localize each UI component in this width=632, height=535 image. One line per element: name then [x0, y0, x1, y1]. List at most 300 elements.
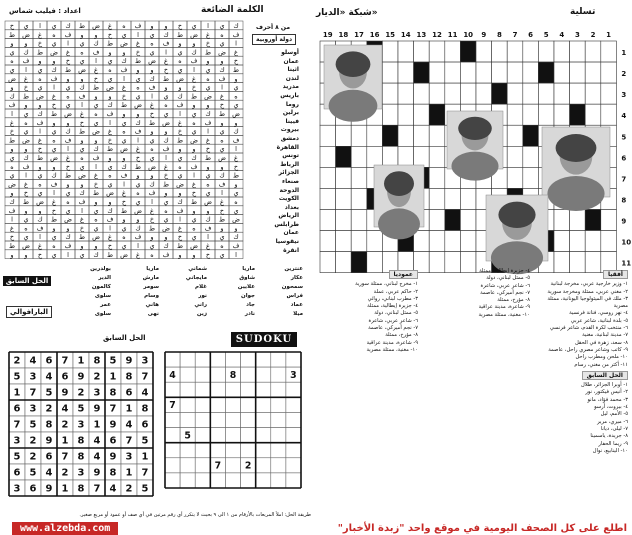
sudoku-digit: 3	[29, 371, 37, 383]
grid-letter: ك	[93, 250, 99, 259]
grid-letter: ض	[162, 224, 170, 233]
grid-letter: ك	[177, 198, 183, 206]
bottom-word: علايين	[237, 284, 255, 290]
sudoku-digit: 5	[141, 435, 149, 447]
grid-letter: ط	[232, 171, 240, 180]
grid-letter: ي	[9, 48, 15, 57]
sudoku-digit: 1	[77, 355, 85, 367]
crossword-cell	[460, 188, 476, 209]
grid-letter: و	[220, 57, 224, 66]
lost-word-hint-answer: دولة أوروبية	[252, 34, 296, 45]
grid-letter: غ	[122, 83, 126, 92]
grid-letter: خ	[65, 57, 71, 66]
grid-letter: ي	[219, 233, 225, 242]
grid-letter: ه	[108, 66, 112, 74]
grid-letter: و	[94, 92, 98, 101]
sudoku-digit: 8	[93, 355, 101, 367]
grid-letter: غ	[206, 136, 210, 145]
clues-vertical	[424, 268, 530, 319]
crossword-cell	[429, 83, 445, 104]
grid-letter: خ	[37, 250, 43, 259]
grid-letter: ي	[177, 171, 183, 180]
word-list-item: طرابلس	[274, 220, 299, 228]
sudoku-digit: 3	[290, 369, 297, 381]
grid-letter: ف	[120, 171, 128, 180]
sudoku-digit: 9	[125, 355, 133, 367]
crossword-cell	[476, 41, 492, 62]
sudoku-digit: 5	[13, 371, 21, 383]
sudoku-digit: 2	[61, 419, 69, 431]
bottom-word: عماد	[290, 302, 303, 308]
grid-letter: ط	[120, 206, 128, 215]
sudoku-digit: 6	[125, 387, 133, 399]
grid-letter: ا	[95, 57, 97, 66]
grid-letter: ه	[206, 180, 210, 189]
grid-letter: ض	[120, 250, 128, 259]
grid-letter: ط	[120, 101, 128, 110]
grid-letter: ط	[50, 110, 58, 118]
grid-letter: و	[10, 189, 14, 198]
grid-letter: غ	[122, 189, 126, 198]
grid-letter: ه	[24, 224, 28, 233]
sudoku-digit: 9	[45, 483, 53, 495]
bottom-word: عمر	[100, 302, 111, 308]
column-number: 2	[590, 31, 596, 39]
clue-item: ٢- حاكم عربي، عملة	[373, 288, 418, 295]
sudoku-digit: 4	[93, 451, 101, 463]
clue-item: ٦- ميري، مرير	[597, 418, 628, 425]
column-number: 4	[559, 31, 565, 39]
grid-letter: ا	[151, 92, 153, 101]
clue-item: ٢- أنيس فيكتور، نور	[585, 389, 628, 396]
grid-letter: خ	[205, 39, 211, 48]
grid-letter: ا	[151, 198, 153, 206]
grid-letter: ي	[191, 110, 197, 118]
grid-letter: ض	[176, 180, 184, 189]
grid-letter: ي	[219, 250, 225, 259]
crossword-cell	[554, 62, 570, 83]
crossword-cell	[523, 146, 539, 167]
clues-vertical-main	[312, 268, 418, 354]
sudoku-prev-label: الحل السابق	[103, 334, 146, 342]
sudoku-digit: 1	[125, 467, 133, 479]
grid-letter: ض	[148, 57, 156, 66]
crossword-title: تسلية	[570, 7, 596, 17]
grid-letter: ه	[66, 198, 70, 206]
grid-letter: ي	[233, 206, 239, 215]
grid-letter: ا	[25, 171, 27, 180]
grid-letter: ف	[218, 74, 226, 83]
grid-letter: ي	[51, 250, 57, 259]
grid-letter: ك	[233, 233, 239, 242]
sudoku-digit: 2	[125, 483, 133, 495]
row-number: 3	[621, 91, 627, 100]
bottom-word: ماريا	[242, 266, 255, 272]
clue-item: ٧- ليلى، ديانا	[600, 425, 628, 432]
row-number: 1	[621, 49, 627, 58]
crossword-cell	[601, 62, 617, 83]
word-list-item: الجزائر	[278, 169, 299, 177]
clue-item: ٩- ريما الحفار	[598, 440, 628, 447]
grid-letter: ف	[176, 206, 184, 215]
grid-letter: ك	[149, 180, 155, 189]
crossword-cell	[320, 167, 336, 188]
grid-letter: خ	[121, 198, 127, 206]
bottom-word: ميلا	[293, 311, 303, 317]
crossword-cell	[570, 231, 586, 252]
crossword-cell	[570, 209, 586, 230]
grid-letter: ي	[219, 39, 225, 48]
grid-letter: ا	[179, 215, 181, 224]
word-list-item: روما	[285, 100, 299, 108]
grid-letter: ط	[106, 39, 114, 48]
grid-letter: ف	[134, 22, 142, 30]
grid-letter: ك	[163, 30, 169, 39]
crossword-cell	[476, 83, 492, 104]
grid-letter: ي	[65, 189, 71, 198]
grid-letter: ي	[163, 110, 169, 118]
bottom-word: بولدرين	[90, 266, 111, 272]
crossword-cell	[351, 231, 367, 252]
bottom-word: فراس	[286, 293, 303, 299]
crossword-cell	[429, 188, 445, 209]
grid-letter: غ	[38, 30, 42, 39]
grid-letter: و	[38, 57, 42, 66]
crossword-cell	[398, 62, 414, 83]
crossword-cell	[601, 41, 617, 62]
clue-item: ٥- الأمم، ليل	[600, 411, 628, 418]
grid-letter: و	[80, 136, 84, 145]
grid-letter: ه	[38, 180, 42, 189]
grid-letter: ي	[219, 127, 225, 136]
word-list-item: عمان	[283, 57, 299, 65]
grid-letter: و	[178, 83, 182, 92]
photo-portrait-woman-smiling-icon	[542, 127, 610, 211]
grid-letter: ك	[51, 66, 57, 74]
crossword-cell	[585, 41, 601, 62]
footer-site[interactable]: www.alzebda.com	[12, 522, 118, 535]
grid-letter: ي	[149, 48, 155, 57]
grid-letter: و	[10, 145, 14, 154]
grid-letter: غ	[10, 224, 14, 233]
clue-item: ٣- ملك في الميثولوجيا اليونانية، ممثلة مصرية	[547, 295, 628, 310]
grid-letter: و	[24, 145, 28, 154]
sudoku-digit: 2	[244, 460, 252, 472]
grid-letter: ا	[67, 250, 69, 259]
crossword-cell	[460, 62, 476, 83]
grid-letter: ك	[107, 206, 113, 215]
sudoku-digit: 8	[109, 387, 117, 399]
sudoku-digit: 6	[109, 435, 117, 447]
grid-letter: ي	[65, 206, 71, 215]
grid-letter: ط	[134, 57, 142, 66]
grid-letter: و	[234, 118, 238, 127]
crossword-cell	[570, 62, 586, 83]
crossword-cell	[585, 62, 601, 83]
grid-letter: ه	[234, 92, 238, 101]
sudoku-digit: 4	[141, 387, 149, 399]
clue-item: ٥- ممثل لبناني، دولة	[486, 275, 530, 282]
grid-letter: ض	[120, 145, 128, 154]
crossword-cell	[554, 83, 570, 104]
grid-letter: و	[192, 39, 196, 48]
sudoku-digit: 5	[29, 467, 37, 479]
grid-letter: و	[38, 101, 42, 110]
grid-letter: ف	[162, 145, 170, 154]
lost-word-prev-label: الحل السابق	[3, 276, 51, 286]
grid-letter: غ	[164, 162, 168, 171]
footer-banner	[0, 522, 632, 535]
grid-letter: ا	[235, 39, 237, 48]
lost-word-section	[3, 3, 303, 265]
sudoku-digit: 9	[93, 467, 101, 479]
grid-letter: ك	[233, 22, 239, 30]
grid-letter: و	[150, 66, 154, 74]
sudoku-digit: 9	[109, 419, 117, 431]
grid-letter: ط	[8, 30, 16, 39]
grid-letter: غ	[24, 74, 28, 83]
grid-letter: ي	[51, 145, 57, 154]
grid-letter: خ	[9, 233, 15, 242]
grid-letter: و	[94, 242, 98, 250]
sudoku-digit: 4	[109, 483, 117, 495]
grid-letter: ه	[206, 74, 210, 83]
grid-letter: ض	[64, 215, 72, 224]
sudoku-digit: 4	[125, 419, 133, 431]
column-number: 11	[447, 31, 458, 39]
grid-letter: و	[192, 206, 196, 215]
crossword-block	[538, 62, 554, 83]
grid-letter: ي	[23, 233, 29, 242]
sudoku-digit: 4	[45, 371, 53, 383]
word-list-item: باريس	[280, 91, 299, 99]
crossword-cell	[398, 104, 414, 125]
word-list-item: الرياض	[278, 212, 299, 220]
sudoku-digit: 2	[45, 403, 53, 415]
grid-letter: غ	[52, 92, 56, 101]
grid-letter: و	[206, 206, 210, 215]
grid-letter: ي	[37, 171, 43, 180]
grid-letter: و	[52, 224, 56, 233]
row-number: 10	[621, 238, 632, 247]
sudoku-digit: 6	[13, 403, 21, 415]
grid-letter: ي	[51, 233, 57, 242]
prev-solution-label: الحل السابق	[582, 371, 628, 380]
crossword-cell	[445, 62, 461, 83]
crossword-cell	[585, 231, 601, 252]
crossword-cell	[460, 83, 476, 104]
crossword-cell	[320, 209, 336, 230]
grid-letter: و	[108, 154, 112, 162]
crossword-cell	[507, 83, 523, 104]
grid-letter: خ	[177, 127, 183, 136]
sudoku-digit: 6	[61, 371, 69, 383]
sudoku-digit: 8	[125, 371, 133, 383]
crossword-cell	[507, 104, 523, 125]
grid-letter: ا	[137, 30, 139, 39]
crossword-cell	[523, 83, 539, 104]
grid-letter: ه	[164, 206, 168, 215]
crossword-block	[336, 146, 352, 167]
grid-letter: خ	[93, 74, 99, 83]
grid-letter: ي	[23, 110, 29, 118]
grid-letter: ض	[22, 30, 30, 39]
grid-letter: و	[10, 250, 14, 259]
row-number: 7	[621, 175, 627, 184]
grid-letter: ف	[78, 198, 86, 206]
bottom-word: غلام	[195, 284, 207, 290]
grid-letter: ا	[11, 110, 13, 118]
grid-letter: و	[178, 145, 182, 154]
bottom-word: سلوى	[94, 311, 111, 317]
lost-word-list	[247, 49, 299, 255]
column-number: 3	[574, 31, 580, 39]
clue-item: ١- أوبرا الجزائر، طلال	[581, 382, 628, 389]
grid-letter: خ	[135, 154, 141, 162]
clue-item: ٧- مدينة لبنانية، مغنية	[582, 332, 628, 339]
crossword-cell	[382, 146, 398, 167]
word-list-item: دمشق	[280, 134, 299, 142]
grid-letter: ف	[134, 233, 142, 242]
grid-letter: ض	[218, 48, 226, 57]
grid-letter: ه	[66, 92, 70, 101]
crossword-cell	[351, 167, 367, 188]
grid-letter: ط	[176, 136, 184, 145]
grid-letter: ه	[122, 127, 126, 136]
sudoku-digit: 6	[45, 451, 53, 463]
sudoku-digit: 7	[214, 460, 222, 472]
grid-letter: ف	[218, 180, 226, 189]
grid-letter: ي	[191, 22, 197, 30]
grid-letter: ي	[107, 180, 113, 189]
grid-letter: ط	[106, 250, 114, 259]
grid-letter: ي	[121, 242, 127, 250]
grid-letter: ا	[109, 118, 111, 127]
clue-item: ١- وزير خارجية عربي، مخرجة لبنانية	[550, 281, 628, 288]
grid-letter: ا	[67, 39, 69, 48]
sudoku-digit: 2	[61, 467, 69, 479]
crossword-cell	[414, 125, 430, 146]
column-number: 1	[606, 31, 612, 39]
grid-letter: غ	[220, 198, 224, 206]
grid-letter: ه	[136, 83, 140, 92]
grid-letter: ف	[106, 110, 114, 118]
bottom-word: راني	[194, 302, 207, 308]
grid-letter: و	[24, 206, 28, 215]
column-number: 14	[400, 31, 411, 39]
crossword-cell	[507, 62, 523, 83]
grid-letter: ض	[22, 136, 30, 145]
grid-letter: ك	[93, 39, 99, 48]
grid-letter: ك	[177, 92, 183, 101]
grid-letter: ط	[106, 145, 114, 154]
grid-letter: و	[122, 48, 126, 57]
sudoku-digit: 7	[169, 400, 176, 412]
grid-letter: ي	[93, 224, 99, 233]
grid-letter: غ	[66, 154, 70, 162]
grid-letter: ض	[78, 171, 86, 180]
grid-letter: ي	[135, 92, 141, 101]
grid-letter: ي	[135, 74, 141, 83]
sudoku-digit: 6	[45, 355, 53, 367]
clue-item: ٨- مؤرخ، ممثلة	[497, 297, 530, 304]
crossword-cell	[367, 231, 383, 252]
word-list-item: فيينا	[285, 117, 299, 125]
crossword-cell	[382, 104, 398, 125]
clue-item: ٩- شاعرة، مدينة عراقية	[366, 339, 418, 346]
crossword-cell	[414, 146, 430, 167]
grid-letter: ي	[9, 171, 15, 180]
grid-letter: غ	[94, 171, 98, 180]
grid-letter: ض	[218, 154, 226, 162]
sudoku-digit: 6	[29, 483, 37, 495]
grid-letter: ك	[205, 215, 211, 224]
crossword-cell	[460, 209, 476, 230]
grid-letter: ط	[64, 66, 72, 74]
grid-letter: ي	[107, 162, 113, 171]
crossword-cell	[398, 83, 414, 104]
grid-letter: ي	[37, 189, 43, 198]
grid-letter: ك	[135, 118, 141, 127]
clue-item: ٩- كاتب وشاعر مصري راحل، عاصمة	[548, 346, 628, 353]
grid-letter: ف	[50, 180, 58, 189]
crossword-cell	[538, 104, 554, 125]
grid-letter: و	[80, 180, 84, 189]
grid-letter: ا	[207, 22, 209, 30]
crossword-cell	[492, 41, 508, 62]
grid-letter: ه	[24, 118, 28, 127]
bottom-word: نور	[198, 293, 207, 299]
grid-letter: خ	[107, 30, 113, 39]
grid-letter: و	[150, 127, 154, 136]
word-list-item: بغداد	[284, 203, 299, 211]
clue-item: ٦- شاعر عربي، شاعرة	[368, 317, 418, 324]
grid-letter: ه	[52, 136, 56, 145]
grid-letter: غ	[192, 180, 196, 189]
grid-letter: ط	[176, 30, 184, 39]
grid-letter: ف	[190, 162, 198, 171]
word-list-item: الرباط	[280, 160, 299, 168]
crossword-block	[382, 125, 398, 146]
grid-letter: ي	[177, 154, 183, 162]
grid-letter: ك	[121, 57, 127, 66]
grid-letter: ف	[134, 127, 142, 136]
sudoku-digit: 4	[29, 355, 37, 367]
vertical-label: عموديا	[389, 270, 418, 279]
grid-letter: غ	[150, 206, 154, 215]
grid-letter: ي	[163, 92, 169, 101]
crossword-cell	[523, 104, 539, 125]
bottom-word: ماريا	[146, 266, 159, 272]
grid-letter: ي	[65, 101, 71, 110]
crossword-cell	[382, 41, 398, 62]
grid-letter: ه	[52, 30, 56, 39]
grid-letter: ي	[107, 74, 113, 83]
crossword-cell	[601, 231, 617, 252]
grid-letter: ي	[219, 22, 225, 30]
grid-letter: خ	[163, 171, 169, 180]
grid-letter: خ	[205, 250, 211, 259]
grid-letter: ط	[22, 92, 30, 101]
grid-letter: و	[108, 48, 112, 57]
grid-letter: و	[220, 224, 224, 233]
word-list-item: بيروت	[280, 126, 299, 134]
sudoku-digit: 2	[13, 355, 21, 367]
grid-letter: ض	[92, 127, 100, 136]
word-list-item: لندن	[285, 74, 299, 82]
grid-letter: و	[234, 74, 238, 83]
clue-item: ٤- جزيرة إيطالية، ممثلة	[479, 268, 530, 274]
